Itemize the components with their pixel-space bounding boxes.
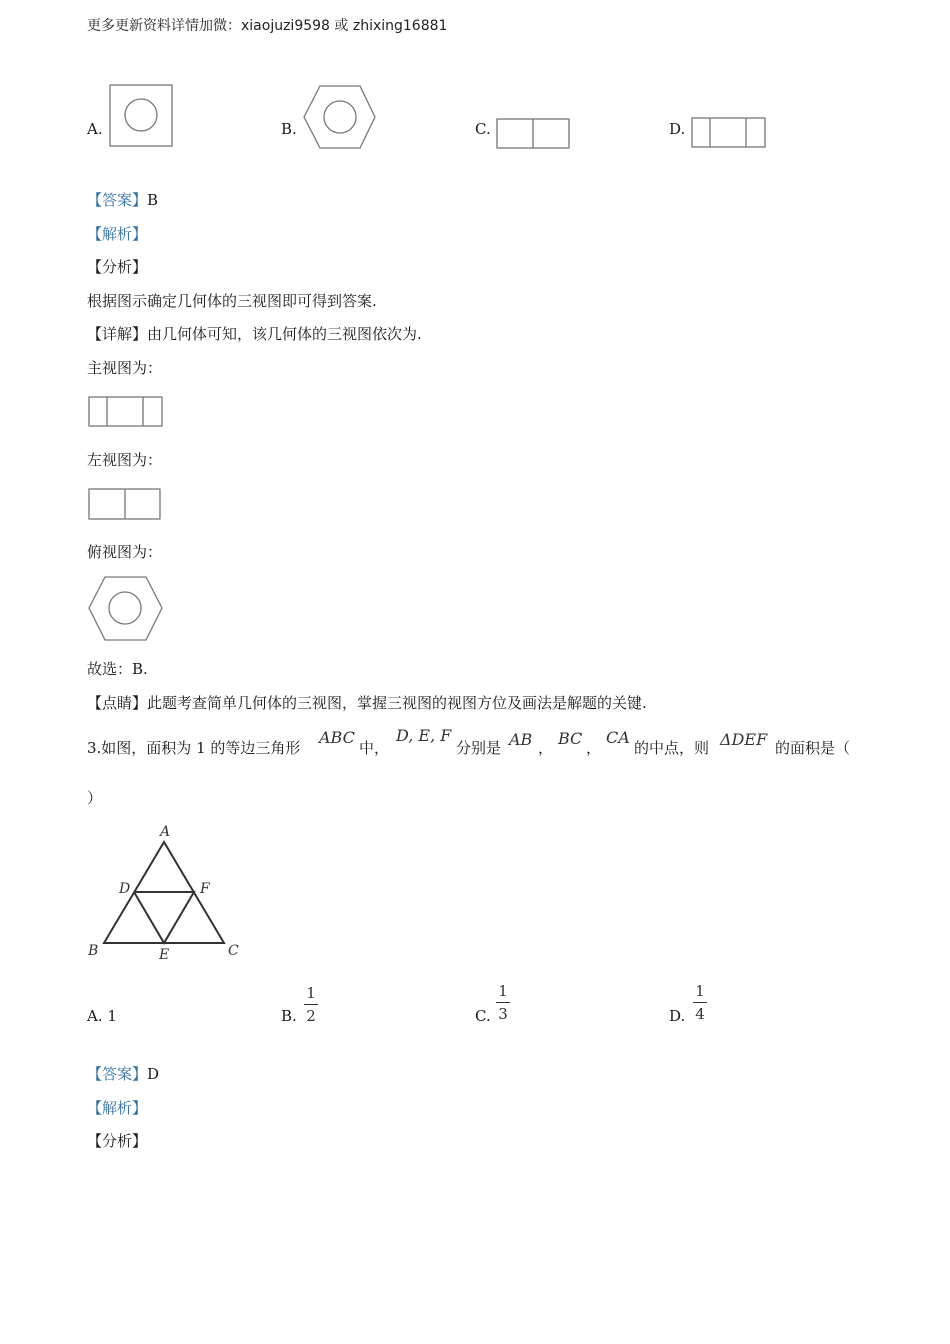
q3-triangle-figure (86, 824, 246, 966)
fraction-bar (496, 1002, 510, 1003)
q3-label-f: F (200, 881, 210, 897)
q2-detail-line (87, 324, 422, 344)
q3-option-c-denominator: 3 (498, 1005, 508, 1023)
q3-math-ab: AB (509, 730, 533, 749)
left-view-figure (88, 488, 162, 521)
option-b-figure-hexagon-circle (303, 85, 377, 149)
left-view-label: 左视图为： (87, 451, 163, 469)
q3-stem-suffix: 的面积是（ (775, 739, 851, 757)
q3-comma-2: ， (586, 739, 602, 757)
q2-conclusion: 故选：B. (87, 660, 148, 678)
option-d-figure-three-cell-rect (691, 117, 767, 149)
q2-fenxi-text: 根据图示确定几何体的三视图即可得到答案. (87, 292, 377, 310)
q3-option-d-numerator: 1 (695, 982, 705, 1000)
q2-detail-tag: 【详解】 (87, 325, 148, 343)
q3-stem-mid3: 的中点，则 (634, 739, 710, 757)
q2-comment-text: 此题考查简单几何体的三视图，掌握三视图的视图方位及画法是解题的关键. (147, 694, 647, 712)
q3-stem-close: ） (87, 789, 103, 807)
q3-math-def-points: D, E, F (396, 726, 452, 745)
q3-math-abc: ABC (319, 728, 355, 747)
option-a-label: A. (87, 120, 103, 138)
q3-fenxi-tag: 【分析】 (87, 1132, 148, 1150)
q3-option-d-label: D. (669, 1007, 686, 1025)
option-d-label: D. (669, 120, 686, 138)
q2-fenxi-tag: 【分析】 (87, 258, 148, 276)
q3-option-b-denominator: 2 (306, 1007, 316, 1025)
q3-stem-prefix: 3.如图，面积为 1 的等边三角形 (87, 739, 301, 757)
q3-option-b-numerator: 1 (306, 984, 316, 1002)
fraction-bar (693, 1002, 707, 1003)
option-c-figure-two-cell-rect (496, 118, 571, 150)
q3-math-ca: CA (606, 728, 630, 747)
q3-option-a-label: A. (87, 1007, 103, 1025)
q3-stem-mid2: 分别是 (456, 739, 502, 757)
q3-answer-tag: 【答案】 (87, 1065, 148, 1083)
q3-label-e: E (159, 947, 170, 963)
option-a-figure-square-circle (109, 84, 175, 148)
q3-analysis-tag: 【解析】 (87, 1099, 148, 1117)
option-b-label: B. (281, 120, 297, 138)
fraction-bar (304, 1004, 318, 1005)
q2-answer-tag: 【答案】 (87, 191, 148, 209)
q3-option-c-label: C. (475, 1007, 491, 1025)
q2-comment-tag: 【点睛】 (87, 694, 148, 712)
top-view-figure-hexagon (88, 576, 164, 642)
option-c-label: C. (475, 120, 491, 138)
q3-label-c: C (228, 943, 239, 959)
q2-analysis-tag: 【解析】 (87, 225, 148, 243)
q2-comment-line (87, 693, 647, 713)
q3-option-a (87, 1006, 117, 1026)
q3-stem-mid1: 中， (359, 739, 390, 757)
q3-option-c-numerator: 1 (498, 982, 508, 1000)
header-contact-text: 更多更新资料详情加微：xiaojuzi9598 或 zhixing16881 (87, 18, 448, 34)
q3-math-bc: BC (558, 729, 583, 748)
q2-answer-line (87, 190, 158, 210)
q3-option-b-label: B. (281, 1007, 297, 1025)
top-view-label: 俯视图为： (87, 543, 163, 561)
front-view-label: 主视图为： (87, 359, 163, 377)
q3-option-b-fraction (302, 984, 320, 1025)
q2-detail-text: 由几何体可知，该几何体的三视图依次为. (147, 325, 422, 343)
q3-option-d-denominator: 4 (695, 1005, 705, 1023)
q3-math-triangle-def: ΔDEF (720, 730, 768, 749)
q3-option-d-fraction (691, 982, 709, 1023)
q3-comma-1: ， (538, 739, 554, 757)
q3-label-d: D (119, 881, 131, 897)
q3-answer-value: D (147, 1065, 160, 1083)
q3-label-a: A (160, 824, 171, 840)
q2-answer-value: B (147, 191, 159, 209)
q3-label-b: B (88, 943, 99, 959)
q3-option-c-fraction (494, 982, 512, 1023)
front-view-figure (88, 396, 164, 428)
q3-option-a-value: 1 (107, 1007, 117, 1025)
q3-answer-line (87, 1064, 159, 1084)
